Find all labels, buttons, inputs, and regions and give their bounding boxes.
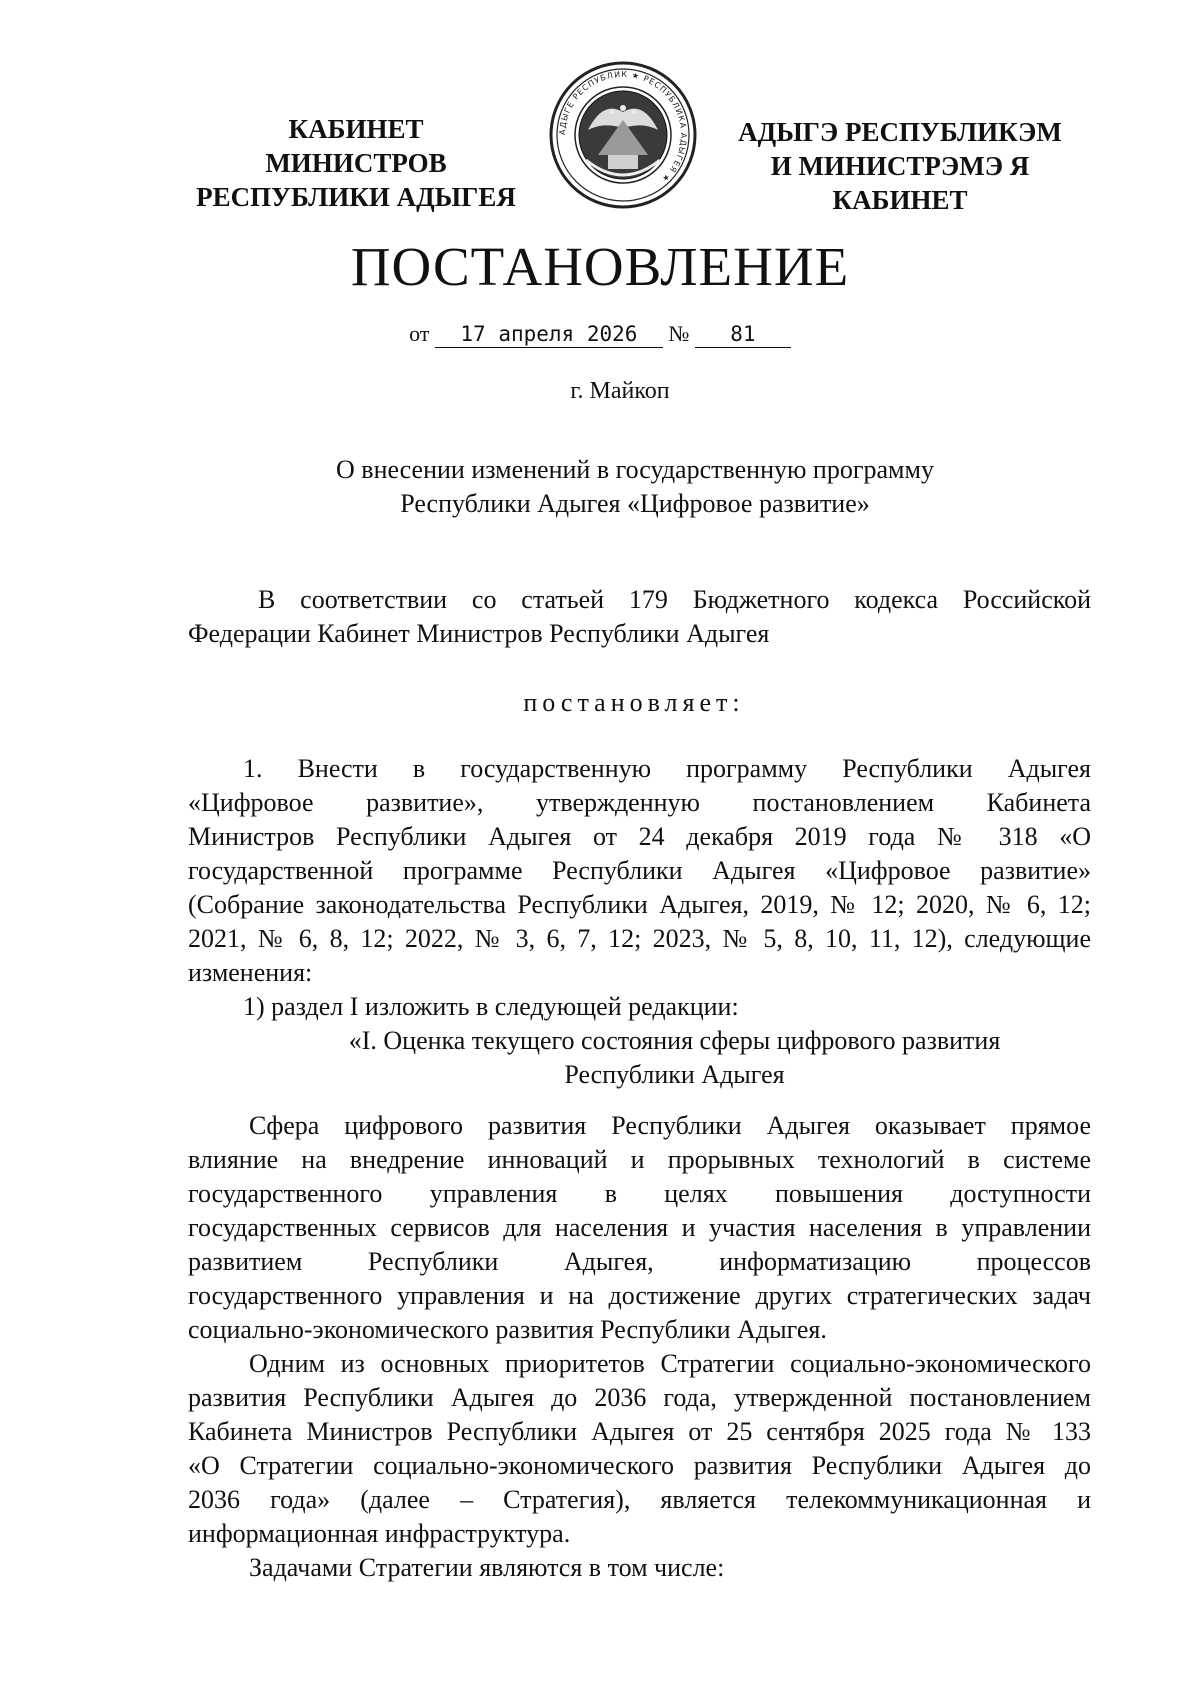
coat-of-arms-seal bbox=[548, 60, 698, 210]
para2-line1: Одним из основных приоритетов Стратегии социально-экономического bbox=[249, 1349, 1091, 1378]
item1-line7: изменения: bbox=[188, 958, 313, 987]
item-1 bbox=[188, 752, 1091, 1092]
number-label: № bbox=[668, 321, 690, 346]
subject-line2: Республики Адыгея «Цифровое развитие» bbox=[400, 489, 870, 518]
para2-line3: Кабинета Министров Республики Адыгея от 25 сентября 2025 года № 133 bbox=[188, 1417, 1091, 1446]
date-value: 17 апреля 2026 bbox=[435, 321, 663, 348]
para1-line7: социально-экономического развития Республики Адыгея. bbox=[188, 1315, 827, 1344]
subject bbox=[0, 453, 1200, 521]
decree-word: постановляет: bbox=[523, 688, 745, 717]
para2-line4: «О Стратегии социально-экономического развития Республики Адыгея до bbox=[188, 1451, 1091, 1480]
para1-line5: развитием Республики Адыгея, информатизацию процессов bbox=[188, 1247, 1091, 1276]
item1-line6: 2021, № 6, 8, 12; 2022, № 3, 6, 7, 12; 2023, № 5, 8, 10, 11, 12), следующие bbox=[188, 924, 1091, 953]
header-left-line2: РЕСПУБЛИКИ АДЫГЕЯ bbox=[196, 182, 516, 212]
para1-line2: влияние на внедрение инноваций и прорывных технологий в системе bbox=[188, 1145, 1091, 1174]
para1-line3: государственного управления в целях повышения доступности bbox=[188, 1179, 1091, 1208]
paragraph-2 bbox=[188, 1347, 1091, 1585]
section-heading-line2: Республики Адыгея bbox=[564, 1060, 785, 1089]
para1-line6: государственного управления и на достижение других стратегических задач bbox=[188, 1281, 1091, 1310]
header-right bbox=[700, 115, 1100, 217]
item1-line3: Министров Республики Адыгея от 24 декабря 2019 года № 318 «О bbox=[188, 822, 1091, 851]
para1-line4: государственных сервисов для населения и участия населения в управлении bbox=[188, 1213, 1091, 1242]
subitem-1: 1) раздел I изложить в следующей редакции: bbox=[243, 992, 739, 1021]
number-value: 81 bbox=[695, 321, 791, 348]
subject-line1: О внесении изменений в государственную программу bbox=[336, 455, 934, 484]
header-left bbox=[196, 112, 516, 214]
item1-line5: (Собрание законодательства Республики Адыгея, 2019, № 12; 2020, № 6, 12; bbox=[188, 890, 1091, 919]
header-left-line1: КАБИНЕТ МИНИСТРОВ bbox=[265, 114, 447, 178]
para3: Задачами Стратегии являются в том числе: bbox=[249, 1553, 725, 1582]
preamble-line1: В соответствии со статьей 179 Бюджетного кодекса Российской bbox=[258, 585, 1091, 614]
para1-line1: Сфера цифрового развития Республики Адыгея оказывает прямое bbox=[249, 1111, 1091, 1140]
item1-line1: 1. Внести в государственную программу Республики Адыгея bbox=[243, 754, 1091, 783]
preamble-line2: Федерации Кабинет Министров Республики Адыгея bbox=[188, 619, 770, 648]
section-heading-line1: «I. Оценка текущего состояния сферы цифрового развития bbox=[348, 1026, 1001, 1055]
document-title: ПОСТАНОВЛЕНИЕ bbox=[350, 236, 850, 297]
header-right-line2: И МИНИСТРЭМЭ Я КАБИНЕТ bbox=[770, 151, 1030, 215]
para2-line2: развития Республики Адыгея до 2036 года, утвержденной постановлением bbox=[188, 1383, 1091, 1412]
header-right-line1: АДЫГЭ РЕСПУБЛИКЭМ bbox=[738, 117, 1062, 147]
svg-text:АДЫГЕ РЕСПУБЛИК ★ РЕСПУБЛИКА А: АДЫГЕ РЕСПУБЛИК ★ РЕСПУБЛИКА АДЫГЕЯ ★ bbox=[557, 69, 689, 185]
city: г. Майкоп bbox=[570, 378, 670, 404]
preamble bbox=[188, 583, 1091, 651]
paragraph-1 bbox=[188, 1109, 1091, 1347]
item1-line4: государственной программе Республики Адыгея «Цифровое развитие» bbox=[188, 856, 1091, 885]
date-prefix: от bbox=[409, 321, 430, 346]
para2-line5: 2036 года» (далее – Стратегия), является телекоммуникационная и bbox=[188, 1485, 1091, 1514]
para2-line6: информационная инфраструктура. bbox=[188, 1519, 571, 1548]
item1-line2: «Цифровое развитие», утвержденную постановлением Кабинета bbox=[188, 788, 1091, 817]
date-number-line bbox=[0, 318, 1200, 350]
